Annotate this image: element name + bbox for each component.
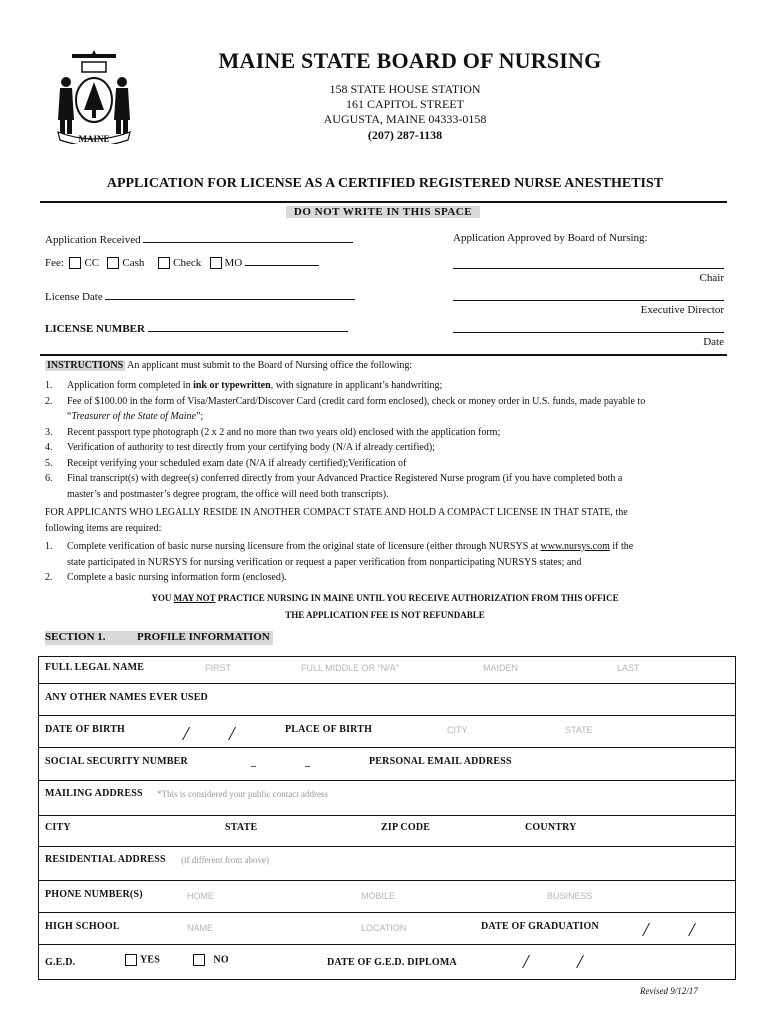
home-phone-field[interactable]: HOME: [187, 891, 214, 901]
place-of-birth-label: PLACE OF BIRTH: [285, 724, 373, 735]
state-label: STATE: [225, 822, 258, 833]
date-label: Date: [703, 336, 724, 348]
row-divider: [39, 715, 735, 716]
date-signature-line[interactable]: [453, 332, 724, 333]
compact-list: [45, 539, 727, 586]
seal-text: MAINE: [78, 134, 110, 144]
application-received-label: Application Received: [45, 234, 141, 246]
license-date-row: [45, 289, 355, 303]
chair-label: Chair: [699, 272, 724, 284]
fee-cc-label: CC: [84, 257, 100, 269]
row-divider: [39, 846, 735, 847]
list-item: 5. Receipt verifying your scheduled exam date (N/A if already certified);Verification of: [45, 457, 407, 469]
chair-signature-line[interactable]: [453, 268, 724, 269]
phone-numbers-label: PHONE NUMBER(S): [45, 889, 143, 900]
ged-diploma-date-label: DATE OF G.E.D. DIPLOMA: [327, 957, 457, 968]
last-name-field[interactable]: LAST: [617, 663, 640, 673]
executive-director-label: Executive Director: [640, 304, 724, 316]
ged-yes-label: YES: [140, 954, 161, 966]
date-of-birth-label: DATE OF BIRTH: [45, 724, 126, 735]
nursys-link[interactable]: www.nursys.com: [540, 541, 610, 552]
instructions-list: [45, 378, 727, 502]
fee-cash-label: Cash: [122, 257, 145, 269]
maine-state-seal: [52, 48, 136, 144]
dob-slash-1: /: [183, 723, 189, 745]
license-date-field[interactable]: [105, 289, 355, 300]
title-rule: [40, 201, 727, 203]
ged-no-checkbox[interactable]: [193, 954, 205, 966]
dob-slash-2: /: [229, 723, 235, 745]
ged-no-label: NO: [213, 954, 229, 966]
mailing-address-label: MAILING ADDRESS: [45, 788, 143, 799]
country-label: COUNTRY: [525, 822, 577, 833]
ged-label: G.E.D.: [45, 957, 76, 968]
date-of-graduation-label: DATE OF GRADUATION: [481, 921, 599, 932]
list-item: 1. Complete verification of basic nurse nursing licensure from the original state of licensure (either through NURSYS at www.nursys.com if the: [45, 541, 634, 552]
compact-line-1: FOR APPLICANTS WHO LEGALLY RESIDE IN ANOTHER COMPACT STATE AND HOLD A COMPACT LICENSE IN THAT STATE, the: [45, 507, 628, 518]
middle-name-field[interactable]: FULL MIDDLE OR “N/A”: [301, 663, 399, 673]
ssn-label: SOCIAL SECURITY NUMBER: [45, 756, 188, 767]
ssn-dash-2: _: [305, 757, 311, 768]
instructions-intro: An applicant must submit to the Board of Nursing office the following:: [127, 360, 413, 371]
ged-no-option: [193, 954, 229, 966]
birth-city-field[interactable]: CITY: [447, 725, 468, 735]
phone-number: (207) 287-1138: [367, 128, 443, 142]
maiden-name-field[interactable]: MAIDEN: [483, 663, 519, 673]
approved-label: Application Approved by Board of Nursing:: [453, 232, 648, 244]
personal-email-label: PERSONAL EMAIL ADDRESS: [369, 756, 512, 767]
row-divider: [39, 912, 735, 913]
application-received-field[interactable]: [143, 232, 353, 243]
list-item: 4. Verification of authority to test directly from your certifying body (N/A if already certified);: [45, 442, 435, 453]
list-item: 2. Complete a basic nursing information form (enclosed).: [45, 572, 287, 583]
list-item: 3. Recent passport type photograph (2 x 2 and no more than two years old) enclosed with the application form;: [45, 426, 501, 438]
high-school-name-field[interactable]: NAME: [187, 923, 214, 933]
row-divider: [39, 747, 735, 748]
executive-director-signature-line[interactable]: [453, 300, 724, 301]
revised-date: Revised 9/12/17: [640, 986, 698, 996]
compact-line-2: following items are required:: [45, 522, 162, 534]
list-item-continued: master’s and postmaster’s degree program, the office will need both transcripts).: [67, 488, 389, 500]
ged-yes-checkbox[interactable]: [125, 954, 137, 966]
fee-check-label: Check: [173, 257, 202, 269]
compact-state-note: [45, 505, 727, 536]
section-1-name: PROFILE INFORMATION: [137, 631, 270, 643]
zip-code-label: ZIP CODE: [381, 822, 431, 833]
address-line-1: 158 STATE HOUSE STATION: [329, 82, 481, 96]
birth-state-field[interactable]: STATE: [565, 725, 593, 735]
list-item-continued: state participated in NURSYS for nursing verification or request a paper verification from nonparticipating NURSYS states; and: [67, 556, 582, 568]
license-number-field[interactable]: [148, 321, 348, 332]
section-1-number: SECTION 1.: [45, 631, 106, 643]
fee-row: [45, 255, 319, 269]
application-title: APPLICATION FOR LICENSE AS A CERTIFIED REGISTERED NURSE ANESTHETIST: [106, 176, 664, 191]
fee-cash-checkbox[interactable]: [107, 257, 119, 269]
business-phone-field[interactable]: BUSINESS: [547, 891, 593, 901]
list-item-continued: “Treasurer of the State of Maine”;: [67, 411, 204, 422]
city-label: CITY: [45, 822, 71, 833]
high-school-label: HIGH SCHOOL: [45, 921, 120, 932]
list-item: 1. Application form completed in ink or typewritten, with signature in applicant’s handwriting;: [45, 380, 443, 391]
residential-address-note: (if different from above): [181, 855, 270, 865]
row-divider: [39, 815, 735, 816]
do-not-write-banner: DO NOT WRITE IN THIS SPACE: [286, 206, 480, 218]
board-title: MAINE STATE BOARD OF NURSING: [218, 48, 602, 73]
graduation-slash-2: /: [689, 919, 695, 941]
license-number-label: LICENSE NUMBER: [45, 323, 145, 335]
license-number-row: [45, 321, 348, 335]
profile-form: [38, 656, 736, 980]
address-line-2: 161 CAPITOL STREET: [345, 97, 464, 111]
ged-slash-1: /: [523, 951, 529, 973]
row-divider: [39, 944, 735, 945]
ssn-dash-1: _: [251, 757, 257, 768]
address-line-3: AUGUSTA, MAINE 04333-0158: [323, 112, 487, 126]
row-divider: [39, 780, 735, 781]
practice-warning: YOU MAY NOT PRACTICE NURSING IN MAINE UNTIL YOU RECEIVE AUTHORIZATION FROM THIS OFFICE: [151, 593, 619, 603]
section-1-header: [45, 631, 273, 645]
fee-mo-checkbox[interactable]: [210, 257, 222, 269]
list-item: 6. Final transcript(s) with degree(s) conferred directly from your Advanced Practice Registered Nurse program (if you have completed both a: [45, 473, 623, 484]
graduation-slash-1: /: [643, 919, 649, 941]
fee-mo-label: MO: [224, 257, 243, 269]
mailing-address-note: *This is considered your public contact address: [157, 789, 328, 799]
full-legal-name-label: FULL LEGAL NAME: [45, 662, 145, 673]
fee-label: Fee:: [45, 257, 64, 269]
fee-cc-checkbox[interactable]: [69, 257, 81, 269]
row-divider: [39, 683, 735, 684]
fee-mo-field[interactable]: [245, 255, 319, 266]
first-name-field[interactable]: FIRST: [205, 663, 231, 673]
application-received-row: [45, 232, 353, 246]
mobile-phone-field[interactable]: MOBILE: [361, 891, 396, 901]
high-school-location-field[interactable]: LOCATION: [361, 923, 407, 933]
instructions-heading: [45, 360, 412, 371]
residential-address-label: RESIDENTIAL ADDRESS: [45, 854, 166, 865]
instructions-label: INSTRUCTIONS: [47, 360, 124, 371]
fee-check-checkbox[interactable]: [158, 257, 170, 269]
other-names-label: ANY OTHER NAMES EVER USED: [45, 692, 208, 703]
fee-not-refundable-note: THE APPLICATION FEE IS NOT REFUNDABLE: [285, 610, 485, 620]
list-item: 2. Fee of $100.00 in the form of Visa/MasterCard/Discover Card (credit card form enclosed), check or money order in U.S. funds, made payable to: [45, 395, 646, 407]
ged-yes-option: [125, 954, 160, 966]
office-use-rule: [40, 354, 727, 356]
license-date-label: License Date: [45, 291, 103, 303]
row-divider: [39, 880, 735, 881]
ged-slash-2: /: [577, 951, 583, 973]
